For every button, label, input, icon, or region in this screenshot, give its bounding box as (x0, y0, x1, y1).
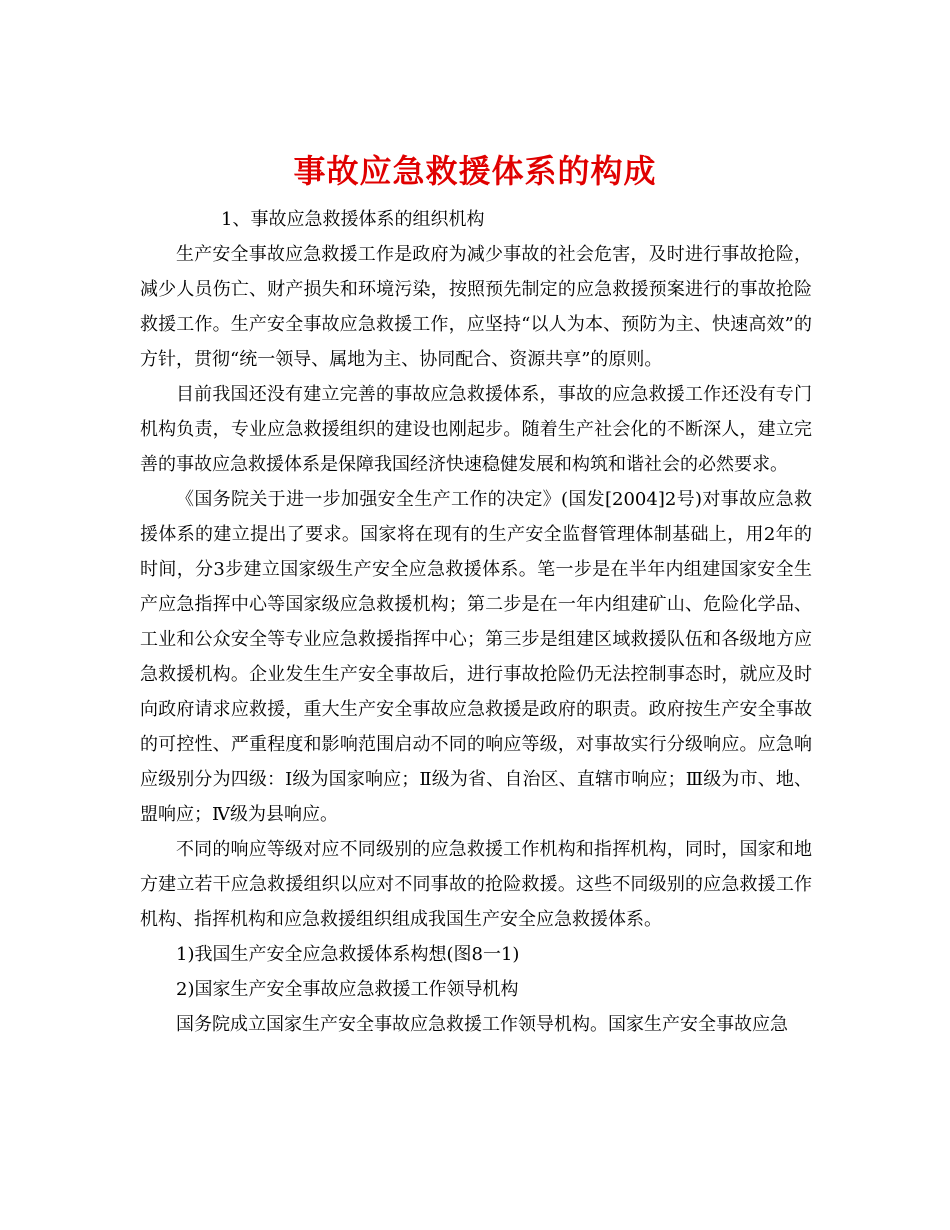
document-title: 事故应急救援体系的构成 (293, 152, 657, 191)
paragraph: 不同的响应等级对应不同级别的应急救援工作机构和指挥机构，同时，国家和地方建立若干应急救援组织以应对不同事故的抢险救援。这些不同级别的应急救援工作机构、指挥机构和应急救援组织组成我国生产安全应急救援体系。 (140, 839, 812, 930)
document-body (140, 202, 812, 1042)
paragraph: 《国务院关于进一步加强安全生产工作的决定》(国发[2004]2号)对事故应急救援体系的建立提出了要求。国家将在现有的生产安全监督管理体制基础上，用2年的时间，分3步建立国家级生产安全应急救援体系。笔一步是在半年内组建国家安全生产应急指挥中心等国家级应急救援机构；第二步是在一年内组建矿山、危险化学品、工业和公众安全等专业应急救援指挥中心；第三步是组建区域救援队伍和各级地方应急救援机构。企业发生生产安全事故后，进行事故抢险仍无法控制事态时，就应及时向政府请求应救援，重大生产安全事故应急救援是政府的职责。政府按生产安全事故的可控性、严重程度和影响范围启动不同的响应等级，对事故实行分级响应。应急响应级别分为四级：Ⅰ级为国家响应；Ⅱ级为省、自治区、直辖市响应；Ⅲ级为市、地、盟响应；Ⅳ级为县响应。 (140, 489, 812, 825)
section-heading: 1、事故应急救援体系的组织机构 (221, 209, 485, 230)
list-item: 1)我国生产安全应急救援体系构想(图8一1) (176, 944, 520, 965)
paragraph: 目前我国还没有建立完善的事故应急救援体系，事故的应急救援工作还没有专门机构负责，专业应急救援组织的建设也刚起步。随着生产社会化的不断深人，建立完善的事故应急救援体系是保障我国经济快速稳健发展和构筑和谐社会的必然要求。 (140, 384, 812, 475)
paragraph: 生产安全事故应急救援工作是政府为减少事故的社会危害，及时进行事故抢险，减少人员伤亡、财产损失和环境污染，按照预先制定的应急救援预案进行的事故抢险救援工作。生产安全事故应急救援工作，应坚持“以人为本、预防为主、快速高效”的方针，贯彻“统一领导、属地为主、协同配合、资源共享”的原则。 (140, 244, 812, 370)
paragraph: 国务院成立国家生产安全事故应急救援工作领导机构。国家生产安全事故应急 (176, 1014, 788, 1035)
list-item: 2)国家生产安全事故应急救援工作领导机构 (176, 979, 519, 1000)
